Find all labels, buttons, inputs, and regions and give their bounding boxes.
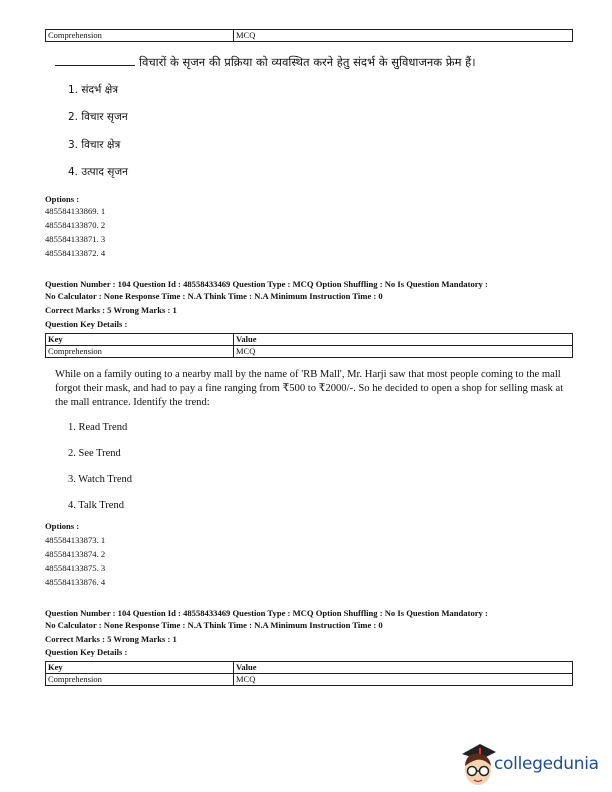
key-cell: Comprehension [46,674,234,686]
question-meta [45,607,488,658]
mascot-icon [458,740,498,790]
option-4: 4. Talk Trend [68,500,124,511]
header-key: Key [46,662,234,674]
question-text [55,55,476,70]
header-value: Value [234,334,573,346]
meta-line: Question Number : 104 Question Id : 48558433469 Question Type : MCQ Option Shuffling : No Is Question Mandatory : [45,279,488,289]
option-id: 485584133873. 1 [45,535,106,545]
key-details-label: Question Key Details : [45,647,128,657]
marks-line: Correct Marks : 5 Wrong Marks : 1 [45,634,177,644]
answer-blank [55,65,135,66]
option-3: 3. विचार क्षेत्र [68,139,121,151]
option-2: 2. विचार सृजन [68,111,128,123]
option-id-list [45,204,105,260]
value-cell: MCQ [234,674,573,686]
key-details-table [45,333,573,358]
option-id: 485584133870. 2 [45,220,106,230]
option-id: 485584133875. 3 [45,563,106,573]
option-id: 485584133872. 4 [45,248,106,258]
options-label: Options : [45,521,80,531]
option-id: 485584133874. 2 [45,549,106,559]
header-value: Value [234,662,573,674]
option-1: 1. Read Trend [68,422,128,433]
option-3: 3. Watch Trend [68,474,133,485]
key-cell: Comprehension [46,346,234,358]
meta-line: No Calculator : None Response Time : N.A Think Time : N.A Minimum Instruction Time : 0 [45,291,383,301]
value-cell: MCQ [234,346,573,358]
question-meta [45,278,488,330]
question-text: While on a family outing to a nearby mall by the name of 'RB Mall', Mr. Harji saw that most people coming to the mall forgot their mask, and had to pay a fine ranging from ₹500 to ₹2000/-. So he decided to open a shop for selling mask at the mall entrance. Identify the trend: [55,369,564,408]
logo-text: collegedunia [494,754,599,774]
option-id: 485584133876. 4 [45,577,106,587]
option-id: 485584133869. 1 [45,206,106,216]
option-1: 1. संदर्भ क्षेत्र [68,84,119,96]
meta-line: No Calculator : None Response Time : N.A Think Time : N.A Minimum Instruction Time : 0 [45,620,383,630]
key-cell: Comprehension [46,30,234,42]
key-value-table [45,29,573,42]
options-label: Options : [45,194,80,204]
header-key: Key [46,334,234,346]
option-2: 2. See Trend [68,448,121,459]
option-id-list [45,533,105,589]
key-details-table [45,661,573,686]
collegedunia-logo [458,740,608,790]
marks-line: Correct Marks : 5 Wrong Marks : 1 [45,305,177,315]
meta-line: Question Number : 104 Question Id : 48558433469 Question Type : MCQ Option Shuffling : No Is Question Mandatory : [45,608,488,618]
option-4: 4. उत्पाद सृजन [68,166,128,178]
question-body: विचारों के सृजन की प्रक्रिया को व्यवस्थित करने हेतु संदर्भ के सुविधाजनक फ्रेम हैं। [139,55,476,69]
value-cell: MCQ [234,30,573,42]
key-details-label: Question Key Details : [45,319,128,329]
option-id: 485584133871. 3 [45,234,106,244]
